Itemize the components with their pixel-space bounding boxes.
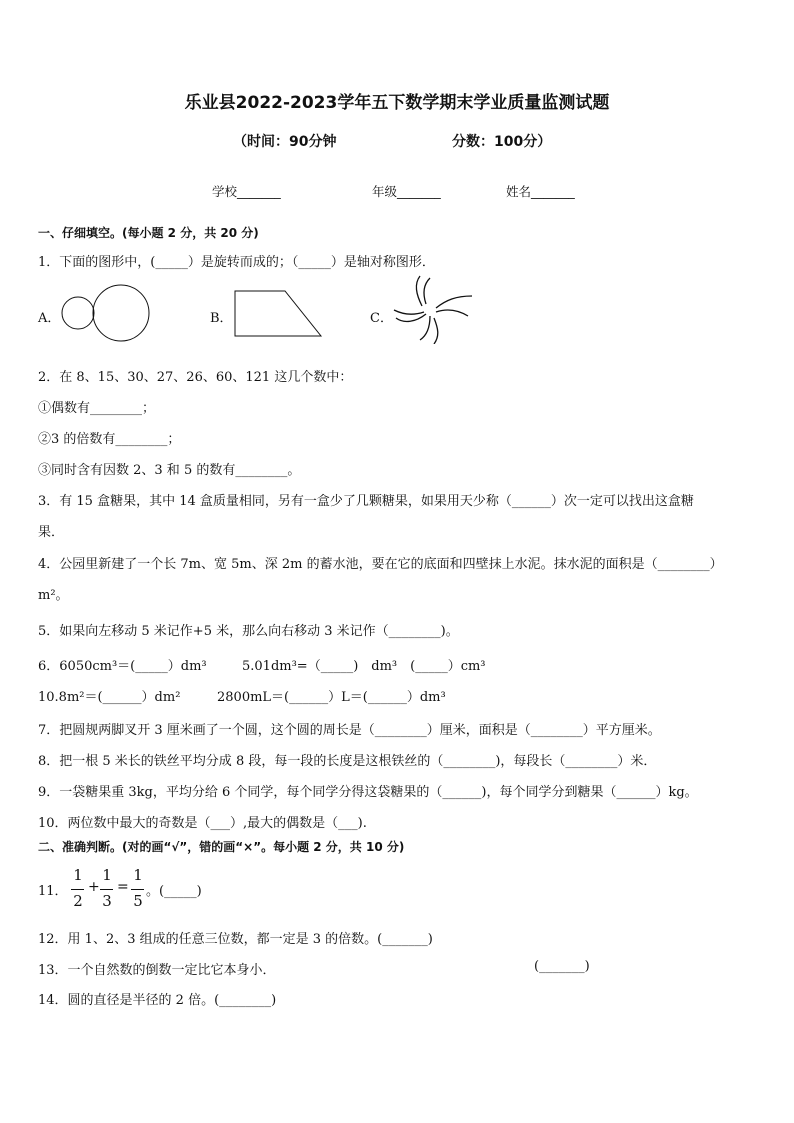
fraction-3-bar [131, 889, 144, 890]
section-2-heading: 二、准确判断。(对的画“√”，错的画“×”。每小题 2 分，共 10 分) [38, 840, 405, 854]
fraction-2-numerator: 1 [102, 866, 112, 884]
question-9: 9．一袋糖果重 3kg，平均分给 6 个同学，每个同学分得这袋糖果的（______)，每个同学分到糖果（______）kg。 [38, 785, 698, 800]
score-label: 分数：100分） [452, 134, 552, 150]
two-circles-figure [58, 284, 158, 344]
fraction-2-bar [100, 889, 113, 890]
grade-field: 年级_______ [372, 184, 441, 199]
question-11-number: 11． [38, 884, 68, 899]
question-4-cont: m²。 [38, 588, 69, 603]
section-1-heading: 一、仔细填空。(每小题 2 分，共 20 分) [38, 226, 259, 240]
pinwheel-figure [392, 274, 476, 344]
question-13: 13．一个自然数的倒数一定比它本身小． [38, 963, 276, 978]
question-6-part-1: 6．6050cm³＝(_____）dm³ [38, 659, 207, 674]
page-title: 乐业县2022-2023学年五下数学期末学业质量监测试题 [184, 93, 610, 113]
question-3-cont: 果． [38, 525, 65, 540]
trapezoid-figure [230, 288, 330, 340]
fraction-1-bar [71, 889, 84, 890]
fraction-1-numerator: 1 [73, 866, 83, 884]
question-6-part-4: 2800mL＝(______）L＝(______）dm³ [217, 690, 446, 705]
option-a-label: A． [38, 311, 61, 326]
time-label: （时间：90分钟 [233, 134, 337, 150]
question-8: 8．把一根 5 米长的铁丝平均分成 8 段，每一段的长度是这根铁丝的（________)，每段长（________）米． [38, 754, 657, 769]
fraction-1-denominator: 2 [73, 892, 83, 910]
question-4: 4．公园里新建了一个长 7m、宽 5m、深 2m 的蓄水池，要在它的底面和四壁抹上水泥。抹水泥的面积是（________） [38, 557, 723, 572]
question-6-part-2: 5.01dm³=（_____) dm³ (_____）cm³ [242, 659, 486, 674]
question-11-blank: 。(_____) [146, 884, 202, 899]
plus-sign: + [88, 879, 100, 895]
option-b-label: B． [210, 311, 233, 326]
fraction-2-denominator: 3 [102, 892, 112, 910]
question-10: 10．两位数中最大的奇数是（___）,最大的偶数是（___). [38, 816, 367, 831]
equals-sign: = [117, 879, 129, 895]
question-3: 3．有 15 盒糖果，其中 14 盒质量相同，另有一盒少了几颗糖果，如果用天少称（______）次一定可以找出这盒糖 [38, 494, 694, 509]
question-1: 1．下面的图形中，(_____）是旋转而成的；（_____）是轴对称图形． [38, 255, 435, 270]
question-7: 7．把圆规两脚叉开 3 厘米画了一个圆，这个圆的周长是（________）厘米，面积是（________）平方厘米。 [38, 723, 661, 738]
option-c-label: C． [370, 311, 393, 326]
question-13-blank: (_______) [534, 959, 590, 974]
school-field: 学校_______ [212, 184, 281, 199]
question-12: 12．用 1、2、3 组成的任意三位数，都一定是 3 的倍数。(_______) [38, 932, 433, 947]
fraction-3-numerator: 1 [133, 866, 143, 884]
question-2: 2．在 8、15、30、27、26、60、121 这几个数中： [38, 370, 353, 385]
question-2-part-3: ③同时含有因数 2、3 和 5 的数有________。 [38, 463, 301, 478]
question-6-part-3: 10.8m²＝(______）dm² [38, 690, 181, 705]
question-14: 14．圆的直径是半径的 2 倍。(________) [38, 993, 277, 1008]
question-2-part-2: ②3 的倍数有________； [38, 432, 181, 447]
question-5: 5．如果向左移动 5 米记作+5 米，那么向右移动 3 米记作（________)。 [38, 624, 459, 639]
name-field: 姓名_______ [506, 184, 575, 199]
fraction-3-denominator: 5 [133, 892, 143, 910]
question-2-part-1: ①偶数有________； [38, 401, 156, 416]
